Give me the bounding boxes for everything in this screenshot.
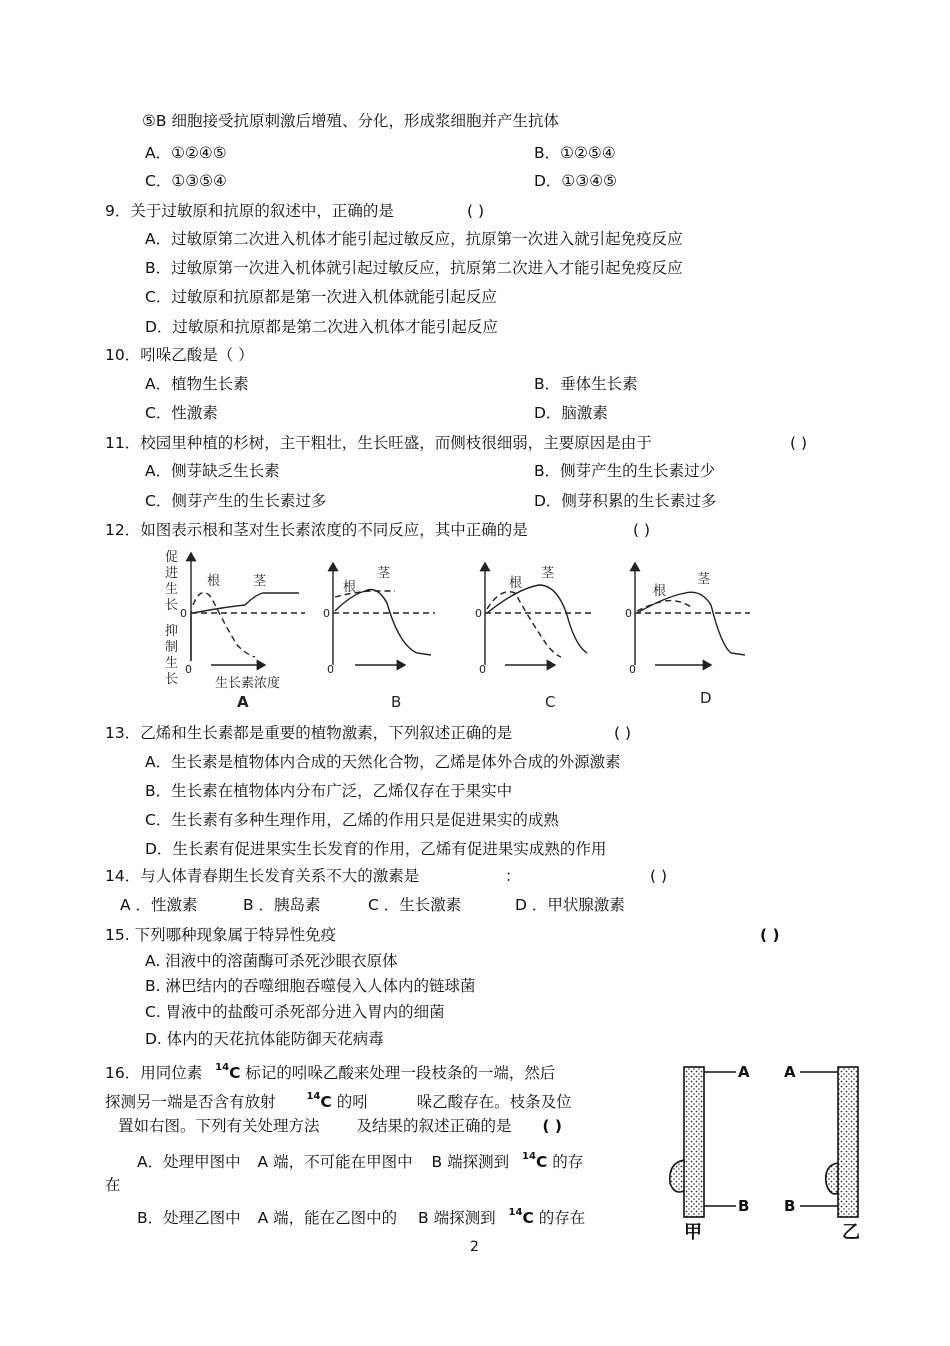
q8-item5: ⑤B 细胞接受抗原刺激后增殖、分化，形成浆细胞并产生抗体 (142, 112, 559, 130)
q16-branch-figure (660, 1055, 880, 1245)
q14-paren: ( ) (650, 867, 668, 885)
fig12-y-top-4: 长 (165, 598, 179, 613)
fig12-d-origin: 0 (629, 663, 636, 676)
q16-b2: A 端，能在乙图中的 (257, 1209, 398, 1228)
fig12-c-root: 根 (509, 576, 523, 591)
q11-stem: 11．校园里种植的杉树，主干粗壮，生长旺盛，而侧枝很细弱，主要原因是由于 (105, 434, 652, 452)
fig12-y-top-1: 促 (165, 550, 179, 565)
q16-l1a: 16．用同位素 (105, 1064, 203, 1083)
q16-sup: 14 (215, 1062, 230, 1073)
fig12-d-zero: 0 (625, 607, 632, 620)
q9-paren: ( ) (467, 202, 485, 220)
q16-l2b: 的吲 (336, 1093, 368, 1112)
fig12-a-root: 根 (207, 574, 221, 589)
q16-b4: 的存在 (538, 1209, 586, 1228)
fig16-jia-a: A (738, 1063, 750, 1081)
q13-option-c: C．生长素有多种生理作用，乙烯的作用只是促进果实的成熟 (145, 811, 559, 829)
q10-stem: 10．吲哚乙酸是（ ） (105, 346, 254, 364)
q15-option-d: D. 体内的天花抗体能防御天花病毒 (145, 1030, 384, 1048)
q16-option-a (137, 1149, 583, 1172)
q8-option-d: D．①③④⑤ (534, 172, 618, 190)
q16-sup-4: 14 (508, 1207, 523, 1218)
q15-stem: 15. 下列哪种现象属于特异性免疫 (105, 926, 337, 944)
q9-option-d: D．过敏原和抗原都是第二次进入机体才能引起反应 (145, 318, 498, 336)
q14-option-d: D ．甲状腺激素 (515, 896, 625, 914)
fig12-b-origin: 0 (327, 663, 334, 676)
q16-a1: A．处理甲图中 (137, 1153, 241, 1172)
q14-option-b: B ．胰岛素 (243, 896, 321, 914)
fig12-b-root: 根 (343, 580, 357, 595)
q16-c: C (229, 1064, 241, 1083)
q9-option-c: C．过敏原和抗原都是第一次进入机体就能引起反应 (145, 288, 497, 306)
q11-option-a: A．侧芽缺乏生长素 (145, 462, 280, 480)
q12-paren: ( ) (633, 521, 651, 539)
q16-l2a: 探测另一端是否含有放射 (105, 1093, 276, 1112)
q16-line1 (105, 1060, 555, 1083)
fig16-yi-a: A (784, 1063, 796, 1081)
q14-colon: ： (505, 867, 521, 885)
q16-c-4: C (522, 1209, 534, 1228)
q11-option-d: D．侧芽积累的生长素过多 (534, 492, 717, 510)
q9-option-b: B．过敏原第一次进入机体就引起过敏反应，抗原第二次进入才能引起免疫反应 (145, 259, 683, 277)
page-number: 2 (470, 1239, 479, 1255)
q13-paren: ( ) (614, 724, 632, 742)
q12-stem: 12．如图表示根和茎对生长素浓度的不同反应，其中正确的是 (105, 521, 528, 539)
fig12-a-stem: 茎 (253, 574, 267, 589)
q16-sup-3: 14 (522, 1151, 536, 1162)
q11-option-c: C．侧芽产生的生长素过多 (145, 492, 327, 510)
q14-option-c: C ．生长激素 (368, 896, 462, 914)
fig12-d-root: 根 (653, 584, 667, 599)
q16-sup-2: 14 (306, 1091, 321, 1102)
q15-option-b: B. 淋巴结内的吞噬细胞吞噬侵入人体内的链球菌 (145, 977, 476, 995)
q16-l3b: 及结果的叙述正确的是 (356, 1117, 512, 1135)
fig12-a-origin: 0 (185, 663, 192, 676)
fig12-a-zero: 0 (180, 607, 187, 620)
q12-figure (155, 545, 795, 713)
fig12-panel-a: A (237, 693, 249, 711)
q13-option-b: B．生长素在植物体内分布广泛，乙烯仅存在于果实中 (145, 782, 513, 800)
fig12-y-top-2: 进 (165, 566, 179, 581)
q10-option-d: D．脑激素 (534, 404, 608, 422)
fig12-b-zero: 0 (323, 607, 330, 620)
q16-a2: A 端，不可能在甲图中 (257, 1153, 413, 1172)
fig12-c-stem: 茎 (541, 566, 555, 581)
fig12-panel-d: D (700, 689, 712, 707)
q10-option-c: C．性激素 (145, 404, 218, 422)
fig12-d-stem: 茎 (697, 572, 711, 587)
q15-option-a: A. 泪液中的溶菌酶可杀死沙眼衣原体 (145, 952, 398, 970)
q16-line2 (105, 1089, 572, 1112)
fig12-y-bottom-3: 生 (165, 656, 179, 671)
q16-line3 (118, 1116, 562, 1136)
fig16-jia-label: 甲 (684, 1222, 702, 1243)
fig12-y-bottom-1: 抑 (165, 624, 179, 639)
fig12-xlabel: 生长素浓度 (215, 676, 281, 691)
q16-paren: ( ) (542, 1117, 562, 1135)
q16-a4: 的存 (552, 1153, 584, 1172)
fig12-b-stem: 茎 (377, 566, 391, 581)
fig12-y-bottom-2: 制 (165, 640, 179, 655)
q9-option-a: A．过敏原第二次进入机体才能引起过敏反应，抗原第一次进入就引起免疫反应 (145, 230, 683, 248)
fig16-jia-b: B (738, 1197, 750, 1215)
q14-option-a: A ．性激素 (120, 896, 198, 914)
q10-option-a: A．植物生长素 (145, 375, 249, 393)
q13-stem: 13．乙烯和生长素都是重要的植物激素，下列叙述正确的是 (105, 724, 513, 742)
q16-l1b: 标记的吲哚乙酸来处理一段枝条的一端，然后 (245, 1064, 556, 1083)
q16-l3a: 置如右图。下列有关处理方法 (118, 1117, 320, 1135)
q15-paren: ( ) (760, 926, 780, 944)
fig12-panel-b: B (391, 693, 402, 711)
q16-b3: B 端探测到 (418, 1209, 496, 1228)
fig12-c-origin: 0 (479, 663, 486, 676)
q16-c-2: C (320, 1093, 332, 1112)
q16-option-b (137, 1205, 585, 1228)
q13-option-a: A．生长素是植物体内合成的天然化合物，乙烯是体外合成的外源激素 (145, 753, 621, 771)
q15-option-c: C. 胃液中的盐酸可杀死部分进入胃内的细菌 (145, 1003, 445, 1021)
q16-a3: B 端探测到 (431, 1153, 510, 1172)
q16-b1: B．处理乙图中 (137, 1209, 241, 1228)
q9-stem: 9．关于过敏原和抗原的叙述中，正确的是 (105, 202, 394, 220)
q8-option-b: B．①②⑤④ (534, 144, 616, 162)
fig12-panel-c: C (545, 693, 556, 711)
fig12-c-zero: 0 (475, 607, 482, 620)
q16-option-a-wrap: 在 (105, 1176, 121, 1194)
q8-option-c: C．①③⑤④ (145, 172, 227, 190)
fig16-yi-b: B (784, 1197, 796, 1215)
fig16-yi-label: 乙 (842, 1222, 860, 1243)
q16-l2c: 哚乙酸存在。枝条及位 (416, 1093, 572, 1112)
q11-option-b: B．侧芽产生的生长素过少 (534, 462, 716, 480)
q14-stem: 14．与人体青春期生长发育关系不大的激素是 (105, 867, 420, 885)
q8-option-a: A．①②④⑤ (145, 144, 227, 162)
q11-paren: ( ) (790, 434, 808, 452)
fig12-y-bottom-4: 长 (165, 672, 179, 687)
q10-option-b: B．垂体生长素 (534, 375, 638, 393)
q16-c-3: C (535, 1153, 548, 1172)
q13-option-d: D．生长素有促进果实生长发育的作用，乙烯有促进果实成熟的作用 (145, 840, 607, 858)
fig12-y-top-3: 生 (165, 582, 179, 597)
